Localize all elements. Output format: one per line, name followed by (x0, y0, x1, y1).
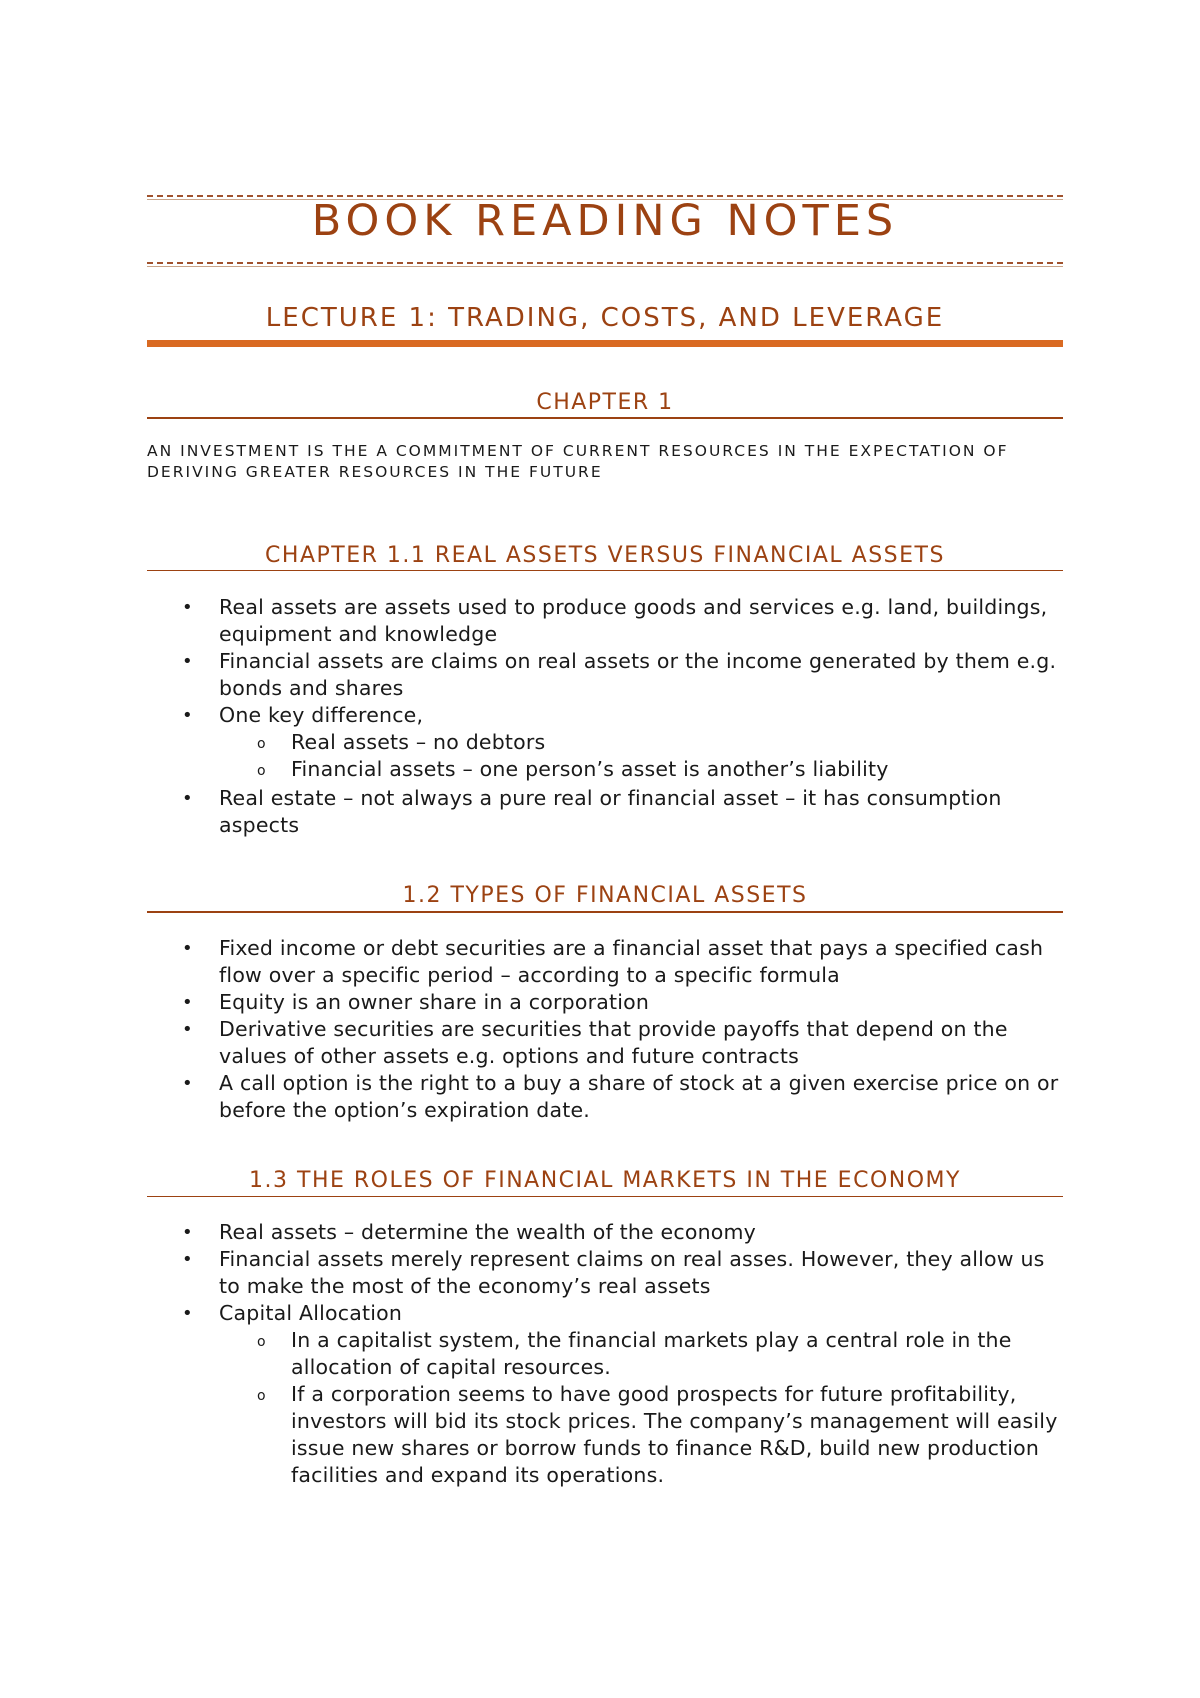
list-item: • Real assets are assets used to produce goods and services e.g. land, buildings, equipment and knowledge (147, 594, 1063, 648)
list-item: • Real assets – determine the wealth of the economy (147, 1219, 1063, 1246)
list-item: • Real estate – not always a pure real or financial asset – it has consumption aspects (147, 785, 1063, 839)
sub-list-item: o If a corporation seems to have good prospects for future profitability, investors will bid its stock prices. The company’s management will easily issue new shares or borrow funds to finance R&D, build new production facilities and expand its operations. (147, 1381, 1063, 1489)
lecture-underline (147, 340, 1063, 347)
list-item: • Financial assets are claims on real assets or the income generated by them e.g. bonds and shares (147, 648, 1063, 702)
chapter-1-heading: CHAPTER 1 (536, 390, 674, 415)
investment-definition: AN INVESTMENT IS THE A COMMITMENT OF CURRENT RESOURCES IN THE EXPECTATION OF DERIVING GREATER RESOURCES IN THE FUTURE (147, 442, 1009, 481)
section-1-2-heading: 1.2 TYPES OF FINANCIAL ASSETS (402, 883, 808, 908)
section-1-1-list (147, 594, 1063, 839)
list-item: • One key difference, (147, 702, 1063, 729)
sub-list-item: o In a capitalist system, the financial markets play a central role in the allocation of capital resources. (147, 1327, 1063, 1381)
section-1-3-underline (147, 1196, 1063, 1197)
lecture-heading: LECTURE 1: TRADING, COSTS, AND LEVERAGE (265, 303, 945, 333)
list-item: • Financial assets merely represent claims on real asses. However, they allow us to make the most of the economy’s real assets (147, 1246, 1063, 1300)
section-1-1-underline (147, 570, 1063, 571)
section-1-2-list (147, 935, 1063, 1124)
sub-list-item: o Financial assets – one person’s asset is another’s liability (147, 756, 1063, 783)
chapter-1-underline (147, 417, 1063, 419)
list-item: • Equity is an owner share in a corporation (147, 989, 1063, 1016)
section-1-3-heading: 1.3 THE ROLES OF FINANCIAL MARKETS IN THE ECONOMY (249, 1168, 961, 1193)
list-item: • Derivative securities are securities that provide payoffs that depend on the values of other assets e.g. options and future contracts (147, 1016, 1063, 1070)
section-1-2-underline (147, 911, 1063, 913)
section-1-3-list (147, 1219, 1063, 1489)
sub-list-item: o Real assets – no debtors (147, 729, 1063, 756)
document-title: BOOK READING NOTES (311, 196, 899, 246)
list-item: • Capital Allocation (147, 1300, 1063, 1327)
list-item: • A call option is the right to a buy a share of stock at a given exercise price on or before the option’s expiration date. (147, 1070, 1063, 1124)
title-rule-bottom (147, 262, 1063, 264)
section-1-1-heading: CHAPTER 1.1 REAL ASSETS VERSUS FINANCIAL ASSETS (265, 543, 945, 568)
list-item: • Fixed income or debt securities are a financial asset that pays a specified cash flow over a specific period – according to a specific formula (147, 935, 1063, 989)
